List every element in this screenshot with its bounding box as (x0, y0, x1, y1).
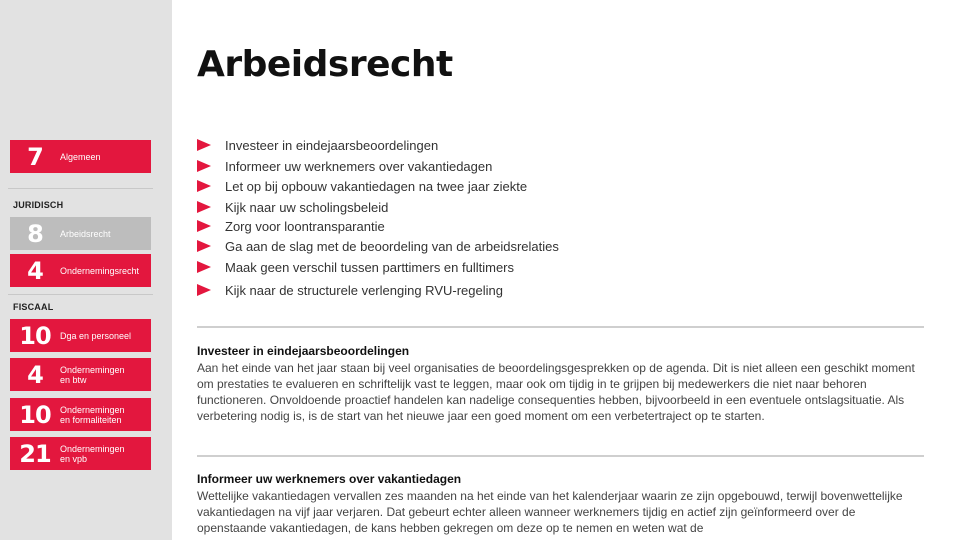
section-body: Wettelijke vakantiedagen vervallen zes maanden na het einde van het kalenderjaar waarin ze zijn opgebouwd, terwijl bovenwettelijke vakantiedagen na vijf jaar verjaren. Dat gebeurt echter alleen wanneer werknemers tijdig en actief zijn geïnformeerd over de openstaande vakantiedagen, de kans hebben gekregen om deze op te nemen en weten wat de (197, 489, 903, 535)
sidebar-item-arbeidsrecht[interactable] (10, 217, 151, 250)
bullet-link[interactable] (197, 237, 559, 255)
bullet-link[interactable] (197, 136, 438, 154)
section-title: Informeer uw werknemers over vakantiedagen (197, 472, 462, 486)
bullet-link[interactable] (197, 177, 527, 195)
bullet-label: Kijk naar uw scholingsbeleid (225, 199, 389, 215)
item-label: Ondernemingsrecht (60, 265, 140, 276)
item-label: Arbeidsrecht (60, 228, 111, 239)
sidebar-divider (8, 188, 153, 189)
arrow-icon (197, 201, 211, 213)
bullet-label: Investeer in eindejaarsbeoordelingen (225, 137, 439, 153)
sidebar-item-dga-en-personeel[interactable] (10, 319, 151, 352)
section-divider (197, 326, 924, 328)
bullet-label: Kijk naar de structurele verlenging RVU-regeling (225, 282, 503, 298)
sidebar-item-ondernemingsrecht[interactable] (10, 254, 151, 287)
item-label: Ondernemingen en vpb (60, 443, 125, 464)
sidebar-item-algemeen[interactable] (10, 140, 151, 173)
item-count: 7 (27, 142, 43, 171)
sidebar-divider (8, 294, 153, 295)
sidebar-item-ondernemingen-en-formaliteiten[interactable] (10, 398, 151, 431)
bullet-link[interactable] (197, 157, 492, 175)
item-count: 10 (19, 400, 51, 429)
bullet-link[interactable] (197, 198, 388, 216)
arrow-icon (197, 240, 211, 252)
item-label: Dga en personeel (60, 330, 132, 341)
sidebar-item-ondernemingen-en-vpb[interactable] (10, 437, 151, 470)
arrow-icon (197, 139, 211, 151)
arrow-icon (197, 284, 211, 296)
arrow-icon (197, 160, 211, 172)
bullet-label: Informeer uw werknemers over vakantiedagen (225, 158, 493, 174)
item-label: Ondernemingen en formaliteiten (60, 404, 125, 425)
section-label-juridisch: JURIDISCH (13, 200, 64, 210)
item-count: 4 (27, 360, 43, 389)
arrow-icon (197, 261, 211, 273)
section-label-fiscaal: FISCAAL (13, 302, 54, 312)
bullet-link[interactable] (197, 217, 385, 235)
item-label: Algemeen (60, 151, 101, 162)
item-count: 21 (19, 439, 51, 468)
bullet-label: Ga aan de slag met de beoordeling van de arbeidsrelaties (225, 238, 559, 254)
bullet-link[interactable] (197, 258, 514, 276)
section-title: Investeer in eindejaarsbeoordelingen (197, 344, 410, 358)
section-divider (197, 455, 924, 457)
page-title: Arbeidsrecht (197, 44, 453, 85)
section-body: Aan het einde van het jaar staan bij veel organisaties de beoordelingsgesprekken op de agenda. Dit is niet alleen een geschikt moment om prestaties te evalueren en schriftelijk vast te leggen, maar ook om tijdig in te grijpen bij medewerkers die niet naar behoren functioneren. Onvoldoende proactief handelen kan nadelige consequenties hebben, bijvoorbeeld in een eventuele ontslagsituatie. Als verbetering nodig is, is de start van het nieuwe jaar een goed moment om een verbetertraject op te starten. (197, 361, 915, 423)
bullet-link[interactable] (197, 281, 503, 299)
bullet-label: Let op bij opbouw vakantiedagen na twee jaar ziekte (225, 178, 528, 194)
sidebar-item-ondernemingen-en-btw[interactable] (10, 358, 151, 391)
item-label: Ondernemingen en btw (60, 364, 125, 385)
sidebar (0, 0, 172, 540)
bullet-label: Maak geen verschil tussen parttimers en fulltimers (225, 259, 515, 275)
item-count: 4 (27, 256, 43, 285)
item-count: 8 (27, 219, 43, 248)
arrow-icon (197, 180, 211, 192)
bullet-label: Zorg voor loontransparantie (225, 218, 385, 234)
item-count: 10 (19, 321, 51, 350)
arrow-icon (197, 220, 211, 232)
